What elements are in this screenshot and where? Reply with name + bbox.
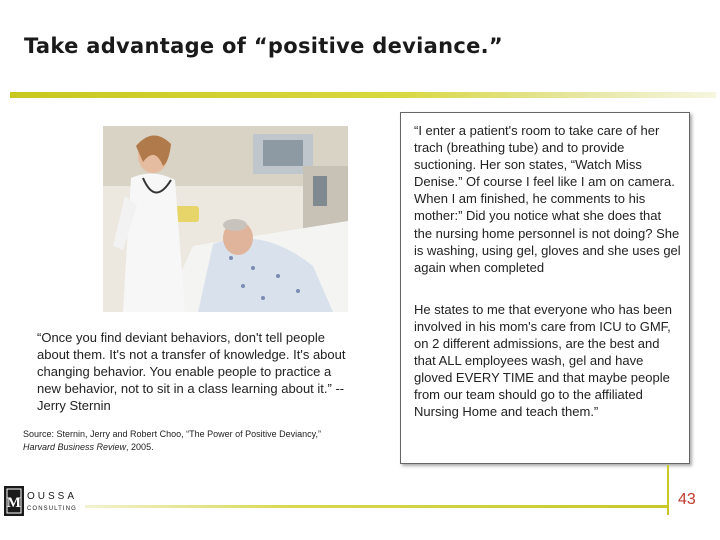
logo-line1: OUSSA — [27, 491, 78, 502]
testimonial-paragraph-2: He states to me that everyone who has been involved in his mom's care from ICU to GMF, on 2 different admissions, are the best and that ALL employees wash, gel and have gloved EVERY TIME and that maybe people from our team should go to the affiliated Nursing Home and teach them.” — [414, 302, 672, 419]
testimonial-paragraph-1: “I enter a patient's room to take care of her trach (breathing tube) and to provide suctioning. Her son states, “Watch Miss Denise.” Of course I feel like I am on camera. When I am finished, he comments to his mother:” Did you notice what she does that the nursing home personnel is not doing? She is washing, using gel, gloves and she uses gel again when completed — [414, 123, 681, 275]
sternin-quote: “Once you find deviant behaviors, don't tell people about them. It's not a transfer of knowledge. It's about changing behavior. You enable people to practice a new behavior, not to sit in a class learning about it.” -- Jerry Sternin — [37, 330, 346, 413]
photo-illustration — [103, 126, 348, 312]
logo-graphic — [4, 486, 80, 516]
source-prefix: Source: Sternin, Jerry and Robert Choo, “The Power of Positive Deviancy,” — [23, 429, 321, 439]
source-citation — [23, 428, 353, 454]
source-suffix: , 2005. — [126, 442, 154, 452]
logo-line2: CONSULTING — [27, 506, 77, 512]
logo-mark: M — [6, 495, 22, 511]
footer-vertical-divider — [667, 465, 669, 515]
nurse-patient-photo — [103, 126, 348, 312]
page-number: 43 — [678, 491, 696, 508]
testimonial-box — [400, 112, 690, 464]
moussa-consulting-logo — [4, 486, 80, 516]
slide-title: Take advantage of “positive deviance.” — [24, 34, 504, 58]
footer-divider — [85, 505, 667, 508]
source-journal: Harvard Business Review — [23, 442, 127, 452]
title-divider — [10, 92, 716, 98]
